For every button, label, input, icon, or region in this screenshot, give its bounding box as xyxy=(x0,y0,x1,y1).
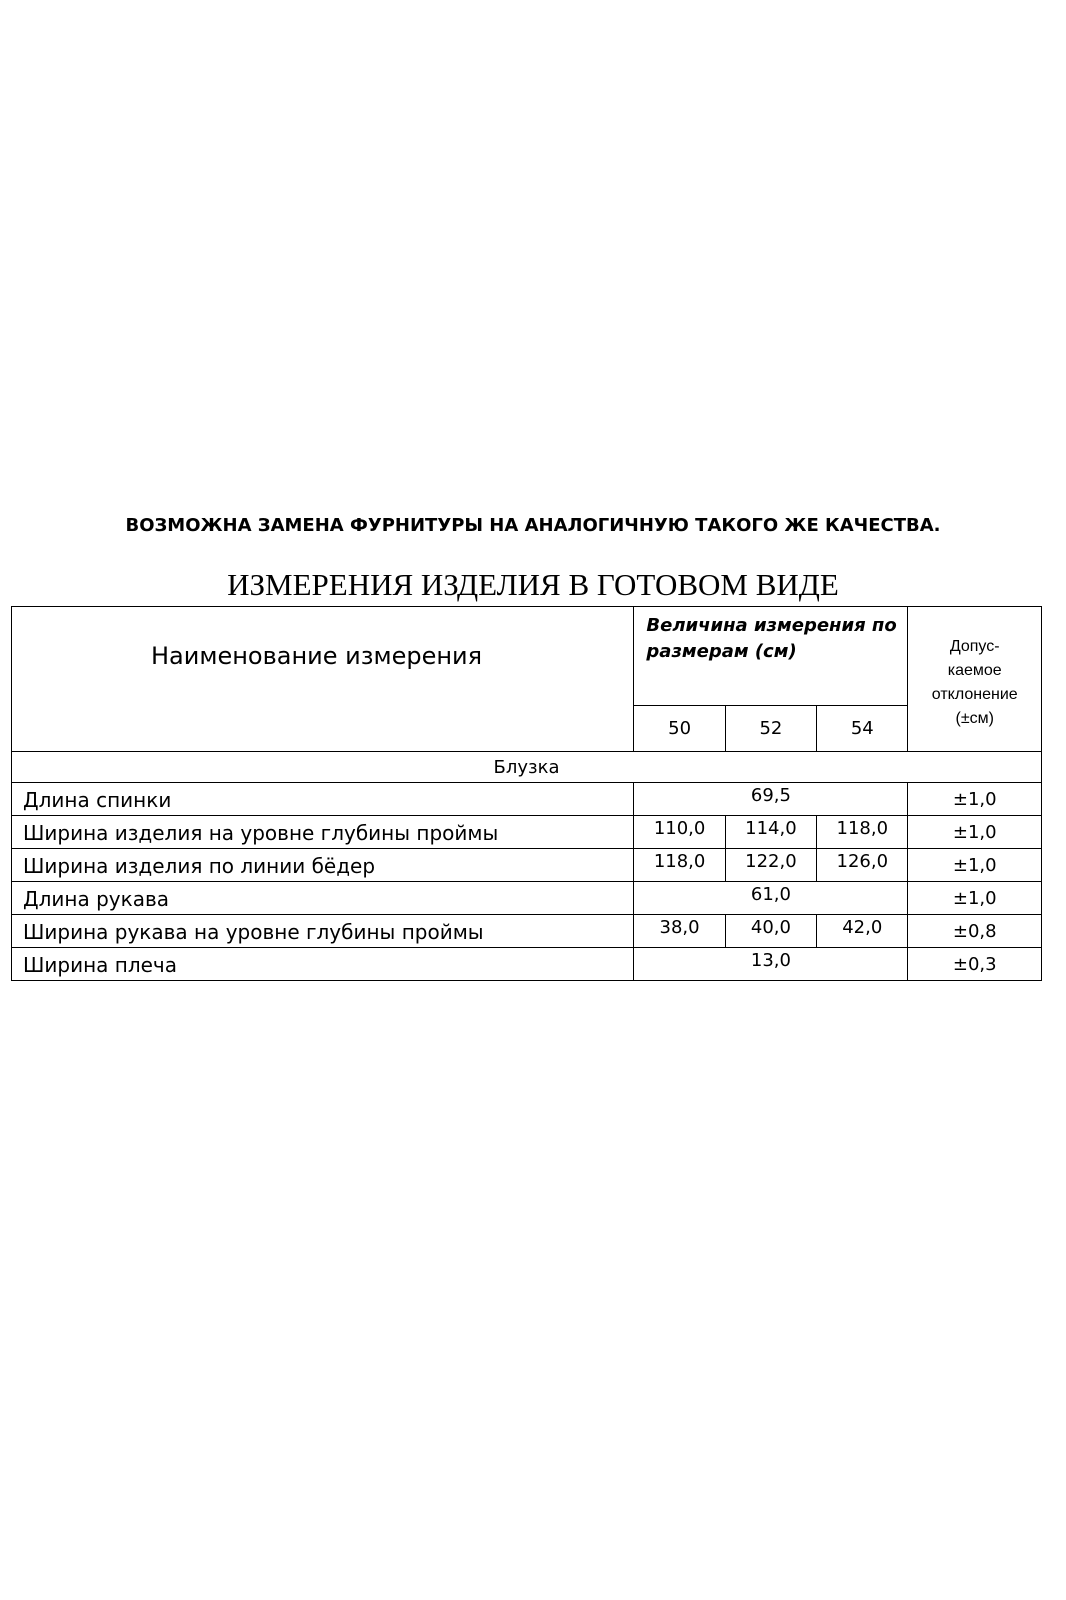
row-name: Ширина плеча xyxy=(12,948,634,981)
row-value: 114,0 xyxy=(725,816,816,849)
row-name: Ширина изделия на уровне глубины проймы xyxy=(12,816,634,849)
row-value: 118,0 xyxy=(634,849,725,882)
row-value: 40,0 xyxy=(725,915,816,948)
row-name: Ширина изделия по линии бёдер xyxy=(12,849,634,882)
row-value: 126,0 xyxy=(817,849,908,882)
header-tolerance-line: отклонение xyxy=(931,686,1018,703)
row-tolerance: ±1,0 xyxy=(908,882,1042,915)
header-size: 52 xyxy=(725,706,816,752)
row-value: 61,0 xyxy=(634,882,908,915)
row-value: 42,0 xyxy=(817,915,908,948)
header-tolerance xyxy=(908,607,1042,752)
measurement-table xyxy=(11,606,1042,981)
row-tolerance: ±0,8 xyxy=(908,915,1042,948)
row-value: 118,0 xyxy=(817,816,908,849)
header-name: Наименование измерения xyxy=(12,607,634,752)
header-tolerance-line: (±см) xyxy=(955,710,994,727)
row-value: 110,0 xyxy=(634,816,725,849)
row-name: Длина спинки xyxy=(12,783,634,816)
table-row xyxy=(12,783,1042,816)
section-label: Блузка xyxy=(12,752,1042,783)
header-row xyxy=(12,607,1042,706)
header-tolerance-line: Допус- xyxy=(949,638,1000,655)
header-tolerance-line: каемое xyxy=(947,662,1002,679)
section-row xyxy=(12,752,1042,783)
row-tolerance: ±1,0 xyxy=(908,816,1042,849)
notice-text: ВОЗМОЖНА ЗАМЕНА ФУРНИТУРЫ НА АНАЛОГИЧНУЮ ТАКОГО ЖЕ КАЧЕСТВА. xyxy=(125,515,941,536)
page-title: ИЗМЕРЕНИЯ ИЗДЕЛИЯ В ГОТОВОМ ВИДЕ xyxy=(227,567,839,602)
table-row xyxy=(12,849,1042,882)
header-size: 50 xyxy=(634,706,725,752)
table-row xyxy=(12,816,1042,849)
row-name: Ширина рукава на уровне глубины проймы xyxy=(12,915,634,948)
row-tolerance: ±1,0 xyxy=(908,849,1042,882)
table-row xyxy=(12,882,1042,915)
table-row xyxy=(12,948,1042,981)
header-size-group: Величина измерения по размерам (см) xyxy=(634,607,908,706)
header-size: 54 xyxy=(817,706,908,752)
row-name: Длина рукава xyxy=(12,882,634,915)
row-value: 122,0 xyxy=(725,849,816,882)
table-row xyxy=(12,915,1042,948)
row-value: 69,5 xyxy=(634,783,908,816)
row-tolerance: ±0,3 xyxy=(908,948,1042,981)
row-value: 38,0 xyxy=(634,915,725,948)
row-tolerance: ±1,0 xyxy=(908,783,1042,816)
row-value: 13,0 xyxy=(634,948,908,981)
